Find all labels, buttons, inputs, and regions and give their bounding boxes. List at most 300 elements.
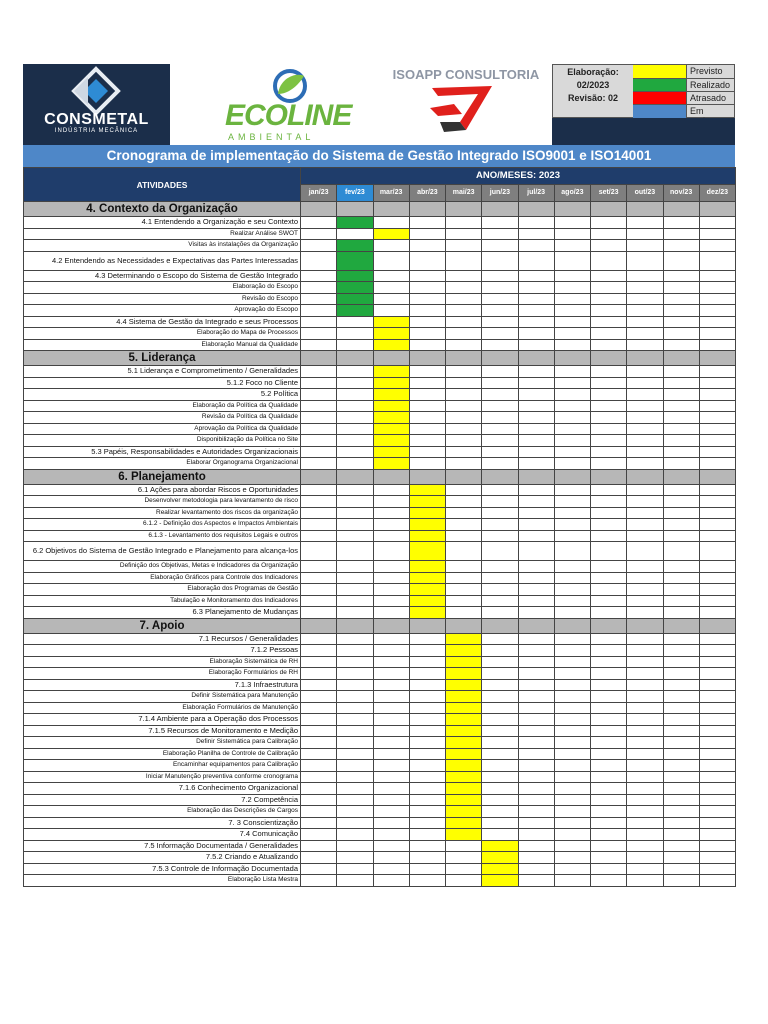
schedule-cell [446, 519, 482, 531]
schedule-cell [518, 748, 554, 760]
schedule-cell [663, 725, 699, 737]
schedule-cell [446, 561, 482, 573]
schedule-cell [409, 714, 445, 726]
schedule-cell [301, 458, 337, 470]
schedule-cell [301, 806, 337, 818]
schedule-cell [409, 829, 445, 841]
schedule-cell [409, 852, 445, 864]
activity-row [24, 423, 736, 435]
month-header-mar-23: mar/23 [373, 185, 409, 202]
activity-row [24, 496, 736, 508]
schedule-cell [337, 412, 373, 424]
schedule-cell [409, 217, 445, 229]
schedule-cell [554, 702, 590, 714]
schedule-cell [337, 400, 373, 412]
schedule-cell [337, 251, 373, 270]
schedule-cell [554, 251, 590, 270]
schedule-cell [482, 806, 518, 818]
schedule-cell [627, 412, 663, 424]
schedule-cell [554, 737, 590, 749]
schedule-cell [482, 760, 518, 772]
schedule-cell [663, 584, 699, 596]
schedule-cell [301, 817, 337, 829]
schedule-cell [482, 377, 518, 389]
schedule-cell [663, 771, 699, 783]
schedule-cell [446, 282, 482, 294]
schedule-cell [518, 507, 554, 519]
schedule-cell [337, 446, 373, 458]
section-cell [373, 202, 409, 217]
schedule-cell [301, 584, 337, 596]
schedule-cell [663, 806, 699, 818]
section-cell [663, 351, 699, 366]
schedule-cell [518, 668, 554, 680]
schedule-cell [518, 389, 554, 401]
schedule-cell [409, 542, 445, 561]
schedule-cell [409, 679, 445, 691]
schedule-cell [663, 607, 699, 619]
schedule-cell [554, 542, 590, 561]
schedule-cell [409, 561, 445, 573]
month-header-abr-23: abr/23 [409, 185, 445, 202]
schedule-cell [373, 737, 409, 749]
section-cell [663, 618, 699, 633]
schedule-cell [409, 389, 445, 401]
section-cell [627, 202, 663, 217]
schedule-cell [591, 328, 627, 340]
schedule-cell [482, 737, 518, 749]
activity-label: 7.1 Recursos / Generalidades [24, 633, 301, 645]
schedule-cell [699, 852, 735, 864]
schedule-cell [554, 328, 590, 340]
activity-label: 7.1.5 Recursos de Monitoramento e Medição [24, 725, 301, 737]
schedule-cell [699, 656, 735, 668]
schedule-cell [301, 423, 337, 435]
schedule-cell [591, 875, 627, 887]
schedule-cell [663, 507, 699, 519]
schedule-cell [518, 760, 554, 772]
schedule-cell [337, 840, 373, 852]
schedule-cell [337, 595, 373, 607]
schedule-cell [627, 561, 663, 573]
schedule-cell [627, 783, 663, 795]
schedule-cell [554, 458, 590, 470]
schedule-cell [446, 817, 482, 829]
schedule-cell [373, 668, 409, 680]
schedule-cell [554, 714, 590, 726]
schedule-cell [373, 771, 409, 783]
schedule-cell [446, 656, 482, 668]
activity-label: 6.2 Objetivos do Sistema de Gestão Integrado e Planejamento para alcança-los [24, 542, 301, 561]
activity-row [24, 305, 736, 317]
schedule-cell [591, 530, 627, 542]
section-cell [337, 202, 373, 217]
legend-swatch [633, 65, 687, 78]
activity-label: Tabulação e Monitoramento dos Indicadores [24, 595, 301, 607]
activity-label: 7.1.4 Ambiente para a Operação dos Processos [24, 714, 301, 726]
section-cell [518, 618, 554, 633]
schedule-cell [554, 507, 590, 519]
schedule-cell [373, 458, 409, 470]
schedule-cell [446, 339, 482, 351]
section-cell [301, 469, 337, 484]
schedule-cell [591, 270, 627, 282]
header-row-year [24, 168, 736, 185]
schedule-cell [337, 339, 373, 351]
schedule-cell [627, 691, 663, 703]
schedule-cell [301, 251, 337, 270]
section-cell [373, 351, 409, 366]
schedule-cell [373, 633, 409, 645]
section-cell [554, 618, 590, 633]
schedule-cell [301, 794, 337, 806]
schedule-cell [518, 366, 554, 378]
schedule-cell [446, 542, 482, 561]
consmetal-logo [23, 64, 170, 145]
schedule-cell [554, 423, 590, 435]
schedule-cell [373, 484, 409, 496]
section-cell [627, 618, 663, 633]
elaboracao-value: 02/2023 [576, 80, 610, 90]
schedule-cell [663, 400, 699, 412]
section-cell [482, 469, 518, 484]
section-cell [373, 618, 409, 633]
activity-label: 7.2 Competência [24, 794, 301, 806]
activity-row [24, 595, 736, 607]
schedule-cell [663, 840, 699, 852]
legend-label: Realizado [690, 80, 731, 90]
schedule-cell [554, 840, 590, 852]
schedule-cell [301, 377, 337, 389]
section-cell [373, 469, 409, 484]
schedule-cell [409, 446, 445, 458]
schedule-cell [337, 852, 373, 864]
schedule-cell [699, 633, 735, 645]
legend-label: Atrasado [690, 93, 727, 103]
schedule-cell [301, 339, 337, 351]
schedule-cell [482, 840, 518, 852]
schedule-cell [373, 595, 409, 607]
schedule-cell [591, 217, 627, 229]
schedule-cell [518, 806, 554, 818]
schedule-cell [482, 228, 518, 240]
page-title: Cronograma de implementação do Sistema de Gestão Integrado ISO9001 e ISO14001 [23, 145, 735, 167]
schedule-cell [591, 228, 627, 240]
schedule-cell [301, 228, 337, 240]
schedule-cell [373, 584, 409, 596]
schedule-cell [554, 446, 590, 458]
schedule-cell [373, 656, 409, 668]
schedule-cell [663, 737, 699, 749]
schedule-cell [554, 366, 590, 378]
schedule-cell [373, 240, 409, 252]
schedule-cell [699, 783, 735, 795]
section-cell [663, 202, 699, 217]
schedule-cell [373, 293, 409, 305]
schedule-cell [301, 771, 337, 783]
section-cell [591, 469, 627, 484]
schedule-cell [518, 863, 554, 875]
activity-label: 5.3 Papéis, Responsabilidades e Autoridades Organizacionais [24, 446, 301, 458]
schedule-cell [591, 737, 627, 749]
header [23, 64, 735, 145]
schedule-cell [446, 714, 482, 726]
schedule-cell [301, 484, 337, 496]
ecoline-tagline: AMBIENTAL [228, 132, 315, 142]
section-cell [446, 618, 482, 633]
schedule-cell [663, 412, 699, 424]
schedule-cell [699, 240, 735, 252]
legend-swatch [633, 105, 687, 118]
schedule-cell [337, 737, 373, 749]
schedule-cell [409, 400, 445, 412]
schedule-cell [627, 542, 663, 561]
schedule-cell [627, 423, 663, 435]
activity-label: Elaboração Gráficos para Controle dos Indicadores [24, 572, 301, 584]
schedule-cell [373, 760, 409, 772]
activity-row [24, 542, 736, 561]
schedule-cell [409, 691, 445, 703]
schedule-cell [446, 737, 482, 749]
schedule-cell [301, 389, 337, 401]
schedule-cell [699, 339, 735, 351]
schedule-cell [663, 595, 699, 607]
schedule-cell [373, 702, 409, 714]
month-header-out-23: out/23 [627, 185, 663, 202]
schedule-cell [373, 852, 409, 864]
schedule-cell [699, 875, 735, 887]
schedule-cell [373, 217, 409, 229]
section-cell [337, 469, 373, 484]
schedule-cell [663, 366, 699, 378]
schedule-cell [482, 668, 518, 680]
schedule-cell [518, 656, 554, 668]
schedule-cell [663, 679, 699, 691]
schedule-cell [554, 572, 590, 584]
schedule-cell [337, 270, 373, 282]
schedule-cell [591, 377, 627, 389]
schedule-cell [482, 572, 518, 584]
schedule-cell [627, 702, 663, 714]
schedule-cell [518, 783, 554, 795]
schedule-cell [699, 737, 735, 749]
schedule-cell [591, 668, 627, 680]
schedule-cell [409, 737, 445, 749]
schedule-cell [373, 714, 409, 726]
schedule-cell [627, 293, 663, 305]
schedule-cell [591, 542, 627, 561]
schedule-cell [409, 595, 445, 607]
schedule-cell [301, 293, 337, 305]
schedule-cell [554, 584, 590, 596]
schedule-cell [518, 316, 554, 328]
schedule-cell [482, 305, 518, 317]
schedule-cell [482, 863, 518, 875]
schedule-cell [446, 584, 482, 596]
schedule-cell [663, 633, 699, 645]
schedule-cell [409, 875, 445, 887]
schedule-cell [301, 530, 337, 542]
schedule-cell [301, 282, 337, 294]
schedule-cell [301, 519, 337, 531]
section-title: 6. Planejamento [24, 469, 301, 484]
schedule-cell [301, 316, 337, 328]
schedule-cell [446, 377, 482, 389]
schedule-cell [554, 400, 590, 412]
schedule-cell [301, 496, 337, 508]
schedule-cell [301, 446, 337, 458]
schedule-cell [699, 423, 735, 435]
schedule-cell [446, 530, 482, 542]
schedule-cell [482, 240, 518, 252]
schedule-cell [337, 817, 373, 829]
schedule-cell [554, 725, 590, 737]
schedule-cell [337, 760, 373, 772]
activity-label: Elaboração Manual da Qualidade [24, 339, 301, 351]
schedule-cell [337, 806, 373, 818]
schedule-cell [373, 377, 409, 389]
activity-row [24, 270, 736, 282]
schedule-cell [591, 423, 627, 435]
schedule-cell [301, 840, 337, 852]
schedule-cell [699, 829, 735, 841]
elaboracao-label: Elaboração: [567, 67, 619, 77]
schedule-cell [699, 519, 735, 531]
schedule-cell [699, 542, 735, 561]
schedule-cell [446, 446, 482, 458]
schedule-cell [627, 875, 663, 887]
schedule-cell [518, 228, 554, 240]
schedule-cell [518, 458, 554, 470]
schedule-cell [301, 217, 337, 229]
section-cell [409, 469, 445, 484]
year-header: ANO/MESES: 2023 [301, 168, 736, 185]
activity-row [24, 217, 736, 229]
activity-row [24, 561, 736, 573]
schedule-cell [301, 875, 337, 887]
schedule-cell [373, 316, 409, 328]
schedule-cell [627, 584, 663, 596]
schedule-cell [482, 829, 518, 841]
schedule-cell [301, 270, 337, 282]
schedule-cell [301, 725, 337, 737]
section-title: 4. Contexto da Organização [24, 202, 301, 217]
schedule-cell [627, 270, 663, 282]
section-cell [627, 351, 663, 366]
activity-row [24, 389, 736, 401]
activity-label: Elaboração do Escopo [24, 282, 301, 294]
schedule-cell [337, 863, 373, 875]
schedule-cell [337, 458, 373, 470]
schedule-cell [373, 542, 409, 561]
activity-label: Iniciar Manutenção preventiva conforme cronograma [24, 771, 301, 783]
schedule-cell [699, 412, 735, 424]
schedule-cell [627, 572, 663, 584]
schedule-cell [373, 400, 409, 412]
schedule-cell [518, 633, 554, 645]
schedule-cell [699, 771, 735, 783]
schedule-cell [373, 339, 409, 351]
schedule-cell [301, 668, 337, 680]
activity-label: Elaboração Planilha de Controle de Calibração [24, 748, 301, 760]
schedule-cell [373, 282, 409, 294]
schedule-cell [337, 435, 373, 447]
schedule-cell [554, 595, 590, 607]
schedule-cell [554, 794, 590, 806]
schedule-cell [591, 829, 627, 841]
schedule-cell [373, 251, 409, 270]
schedule-cell [591, 484, 627, 496]
schedule-cell [663, 783, 699, 795]
activity-row [24, 806, 736, 818]
month-header-nov-23: nov/23 [663, 185, 699, 202]
schedule-cell [554, 240, 590, 252]
schedule-cell [699, 496, 735, 508]
activity-row [24, 519, 736, 531]
legend-item [633, 91, 734, 105]
schedule-cell [554, 435, 590, 447]
schedule-cell [373, 366, 409, 378]
schedule-cell [699, 217, 735, 229]
schedule-cell [699, 484, 735, 496]
schedule-cell [446, 484, 482, 496]
schedule-cell [663, 305, 699, 317]
schedule-cell [446, 435, 482, 447]
activity-label: Elaboração Formulários de RH [24, 668, 301, 680]
schedule-cell [301, 366, 337, 378]
schedule-cell [627, 519, 663, 531]
schedule-cell [663, 484, 699, 496]
schedule-cell [627, 282, 663, 294]
schedule-cell [554, 607, 590, 619]
schedule-cell [373, 806, 409, 818]
schedule-cell [518, 293, 554, 305]
activity-label: Definição dos Objetivas, Metas e Indicadores da Organização [24, 561, 301, 573]
schedule-cell [482, 595, 518, 607]
schedule-cell [301, 633, 337, 645]
schedule-cell [591, 519, 627, 531]
schedule-cell [663, 561, 699, 573]
section-cell [409, 351, 445, 366]
schedule-cell [446, 217, 482, 229]
schedule-cell [482, 783, 518, 795]
schedule-cell [518, 496, 554, 508]
schedule-cell [591, 656, 627, 668]
schedule-cell [591, 633, 627, 645]
schedule-cell [337, 389, 373, 401]
section-title: 5. Liderança [24, 351, 301, 366]
schedule-cell [409, 668, 445, 680]
schedule-cell [518, 794, 554, 806]
schedule-cell [446, 633, 482, 645]
activity-row [24, 366, 736, 378]
schedule-cell [663, 542, 699, 561]
schedule-cell [627, 316, 663, 328]
activity-row [24, 446, 736, 458]
schedule-cell [409, 293, 445, 305]
consmetal-tagline: INDÚSTRIA MECÂNICA [54, 128, 139, 134]
schedule-cell [554, 863, 590, 875]
schedule-cell [591, 293, 627, 305]
schedule-cell [627, 840, 663, 852]
schedule-cell [591, 607, 627, 619]
schedule-cell [663, 240, 699, 252]
schedule-cell [699, 270, 735, 282]
schedule-cell [446, 400, 482, 412]
schedule-cell [663, 852, 699, 864]
schedule-cell [409, 656, 445, 668]
activity-label: 4.2 Entendendo as Necessidades e Expectativas das Partes Interessadas [24, 251, 301, 270]
